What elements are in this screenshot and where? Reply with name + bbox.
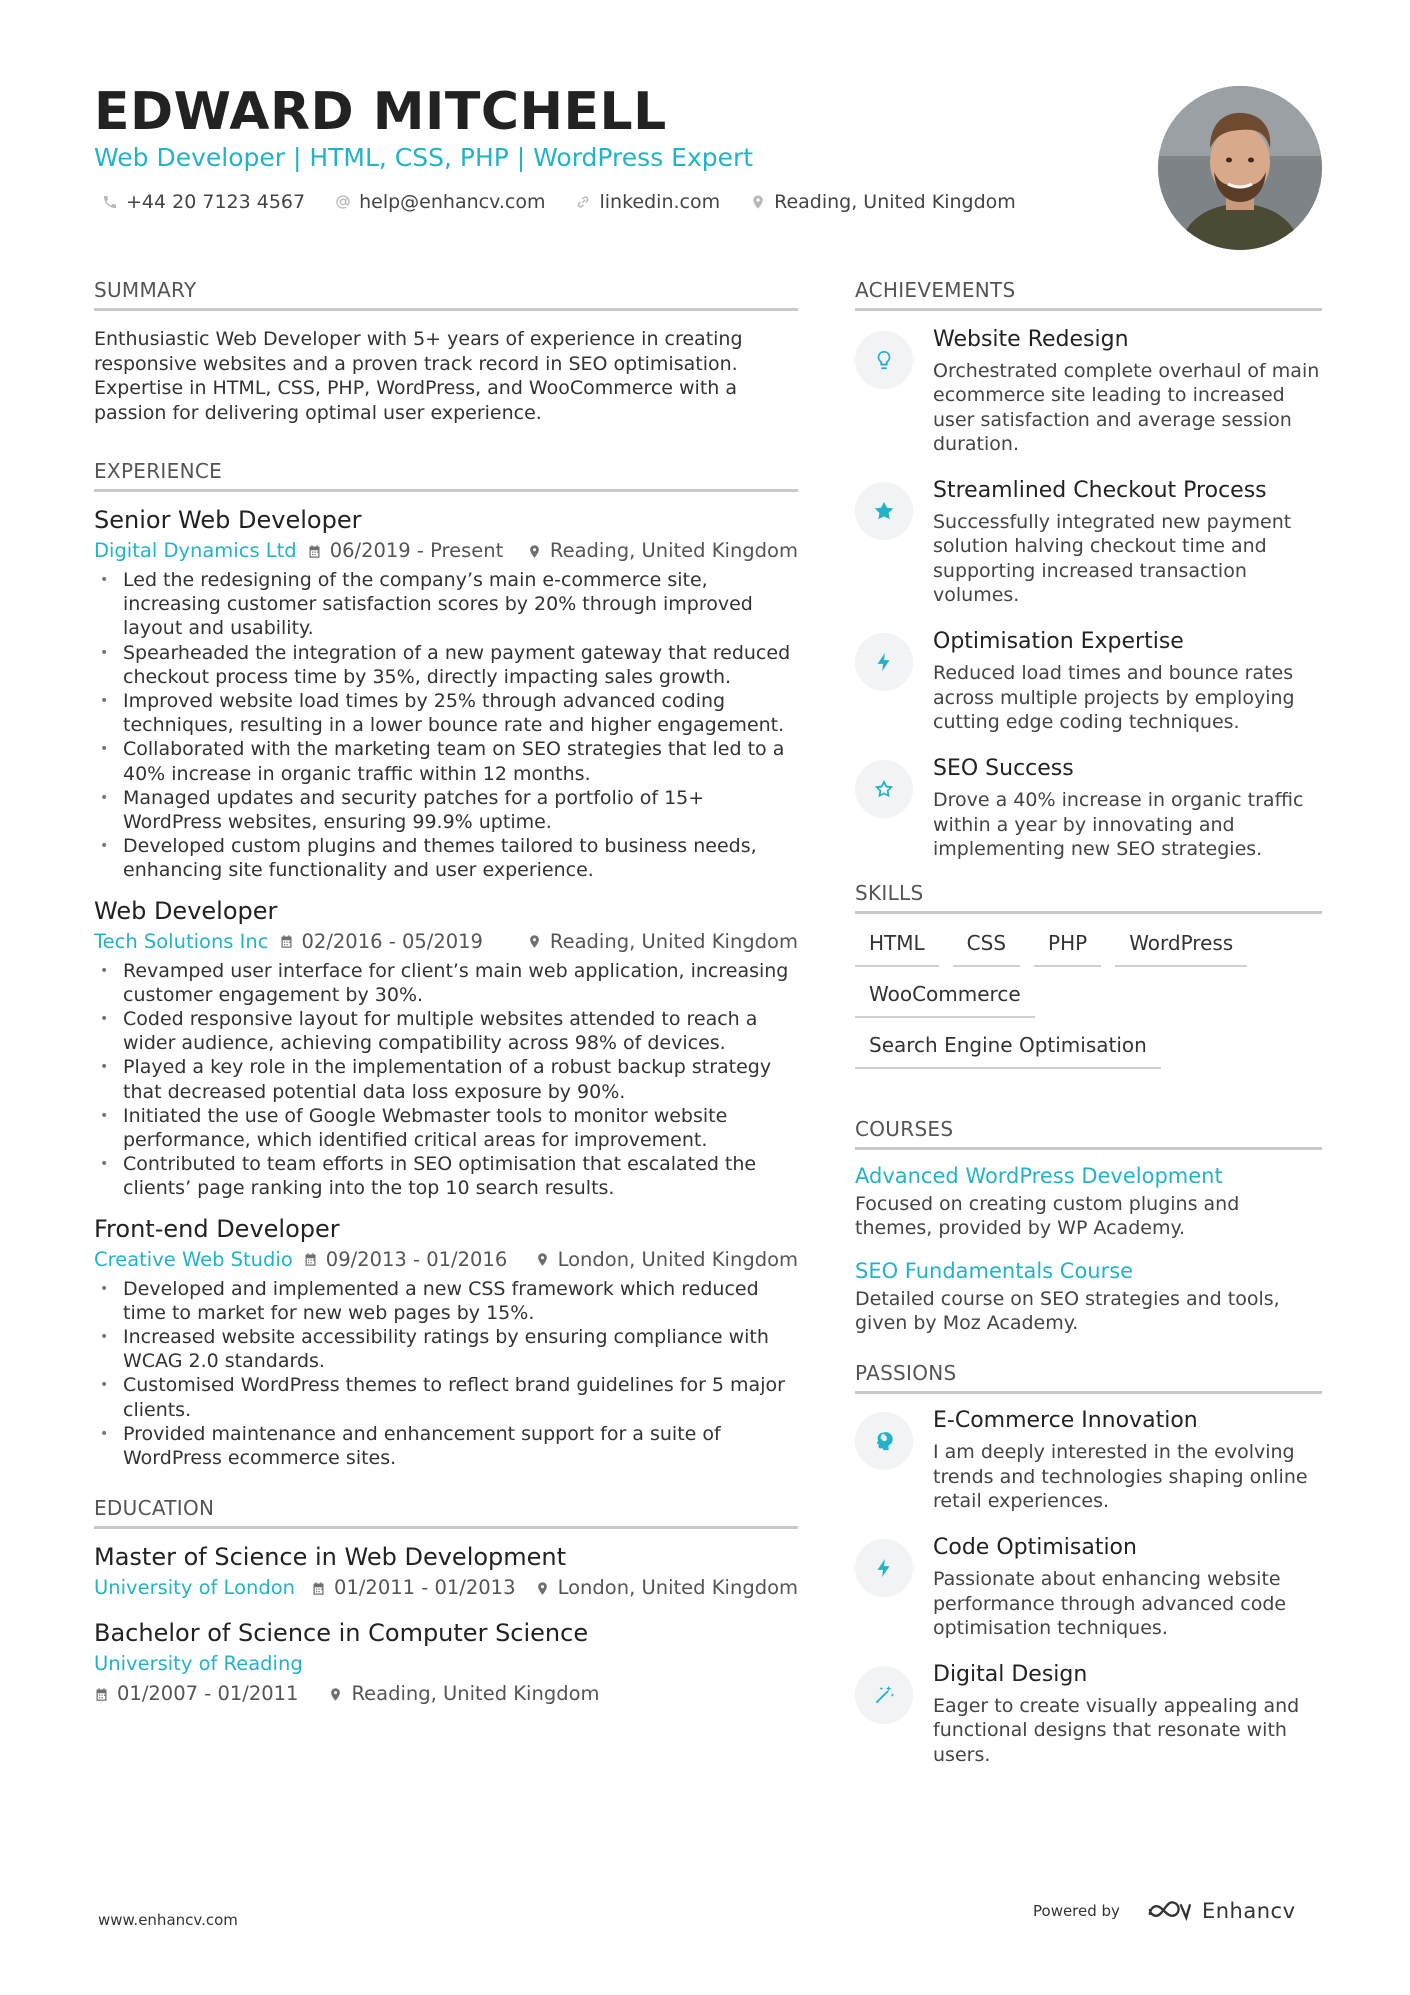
bullet-item: • Revamped user interface for client’s main web application, increasing customer engagement by 30%.: [94, 959, 798, 1007]
education-item: [94, 1541, 798, 1603]
bullet-item: • Customised WordPress themes to reflect brand guidelines for 5 major clients.: [94, 1373, 798, 1421]
bullet-item: • Managed updates and security patches for a portfolio of 15+ WordPress websites, ensuring 99.9% uptime.: [94, 786, 798, 834]
link-icon: [575, 194, 591, 210]
candidate-headline: Web Developer | HTML, CSS, PHP | WordPress Expert: [94, 143, 754, 172]
location-text: Reading, United Kingdom: [351, 1682, 600, 1706]
education-section: [94, 1496, 798, 1709]
contact-linkedin[interactable]: [575, 191, 720, 213]
passion-title: Code Optimisation: [933, 1535, 1137, 1561]
job-bullets: [94, 1277, 798, 1471]
dates-text: 06/2019 - Present: [329, 539, 504, 562]
contact-phone[interactable]: [102, 191, 305, 213]
location-text: Reading, United Kingdom: [549, 539, 798, 562]
achievement-desc: Successfully integrated new payment solution halving checkout time and supporting increased transaction volumes.: [933, 511, 1292, 607]
skill-tag: CSS: [953, 928, 1020, 967]
bullet-item: • Provided maintenance and enhancement support for a suite of WordPress ecommerce sites.: [94, 1422, 798, 1470]
bullet-item: • Coded responsive layout for multiple websites attended to reach a wider audience, achieving compatibility across 98% of devices.: [94, 1007, 798, 1055]
passion-item: [855, 1660, 1322, 1767]
education-item: [94, 1617, 798, 1709]
section-title: SKILLS: [855, 881, 1322, 914]
achievement-item: [855, 476, 1322, 607]
job-role: Front-end Developer: [94, 1214, 340, 1243]
location-pin-icon: [527, 934, 542, 949]
location-pin-icon: [535, 1252, 550, 1267]
passions-section: [855, 1361, 1322, 1767]
company-name: Tech Solutions Inc: [94, 929, 269, 953]
location-text: Reading, United Kingdom: [774, 191, 1016, 213]
job-item: [94, 1213, 798, 1471]
location-pin-icon: [328, 1687, 343, 1702]
course-title: Advanced WordPress Development: [855, 1164, 1223, 1189]
calendar-icon: [307, 544, 322, 559]
achievement-item: [855, 627, 1322, 734]
company-name: Digital Dynamics Ltd: [94, 539, 297, 562]
job-dates: [307, 536, 504, 566]
job-meta: [94, 1245, 798, 1275]
brain-icon: [873, 1430, 895, 1452]
section-title: SUMMARY: [94, 278, 798, 311]
job-location: [535, 1245, 798, 1275]
section-title: ACHIEVEMENTS: [855, 278, 1322, 311]
passion-body: [933, 1406, 1322, 1513]
achievements-section: [855, 278, 1322, 861]
bullet-item: • Developed custom plugins and themes tailored to business needs, enhancing site functionality and user experience.: [94, 834, 798, 882]
passion-icon-wrap: [855, 1666, 913, 1724]
school-name: University of London: [94, 1576, 296, 1600]
job-list: [94, 504, 798, 1470]
contact-location: [750, 191, 1016, 213]
skills-list: [855, 928, 1322, 1069]
achievement-desc: Orchestrated complete overhaul of main ecommerce site leading to increased user satisfaction and average session duration.: [933, 360, 1320, 455]
achievement-icon-wrap: [855, 633, 913, 691]
course-title: SEO Fundamentals Course: [855, 1258, 1134, 1283]
bullet-item: • Played a key role in the implementation of a robust backup strategy that decreased potential data loss exposure by 90%.: [94, 1055, 798, 1103]
achievement-icon-wrap: [855, 760, 913, 818]
skill-tag: HTML: [855, 928, 939, 967]
phone-icon: [102, 194, 118, 210]
left-column: [94, 278, 798, 1723]
job-role: Web Developer: [94, 896, 278, 925]
achievement-item: [855, 754, 1322, 861]
job-dates: [279, 927, 483, 957]
education-meta: [94, 1649, 798, 1679]
brand-logo[interactable]: [1146, 1899, 1296, 1923]
job-meta: [94, 927, 798, 957]
phone-text: +44 20 7123 4567: [126, 191, 306, 213]
skill-tag: Search Engine Optimisation: [855, 1030, 1161, 1069]
bullet-item: • Spearheaded the integration of a new payment gateway that reduced checkout process time by 35%, directly impacting sales growth.: [94, 641, 798, 689]
bullet-item: • Collaborated with the marketing team on SEO strategies that led to a 40% increase in organic traffic within 12 months.: [94, 737, 798, 785]
footer-powered: [1033, 1899, 1296, 1923]
enhancv-logo-icon: [1146, 1899, 1192, 1923]
passion-icon-wrap: [855, 1539, 913, 1597]
achievement-title: Website Redesign: [933, 327, 1129, 352]
passion-item: [855, 1406, 1322, 1513]
linkedin-text: linkedin.com: [599, 191, 721, 213]
courses-section: [855, 1117, 1322, 1335]
section-title: PASSIONS: [855, 1361, 1322, 1394]
location-pin-icon: [750, 194, 766, 210]
section-title: EDUCATION: [94, 1496, 798, 1529]
job-meta: [94, 536, 798, 566]
experience-section: [94, 459, 798, 1470]
degree-title: Master of Science in Web Development: [94, 1543, 567, 1572]
achievement-title: Streamlined Checkout Process: [933, 478, 1267, 504]
achievement-body: [933, 476, 1322, 607]
bullet-item: • Improved website load times by 25% through advanced coding techniques, resulting in a lower bounce rate and higher engagement.: [94, 689, 798, 737]
education-dates: [311, 1573, 515, 1603]
lightbulb-icon: [873, 349, 895, 371]
summary-section: [94, 278, 798, 425]
location-text: Reading, United Kingdom: [549, 929, 798, 953]
achievement-body: [933, 754, 1322, 861]
bullet-item: • Initiated the use of Google Webmaster tools to monitor website performance, which identified critical areas for improvement.: [94, 1104, 798, 1152]
bullet-item: • Increased website accessibility ratings by ensuring compliance with WCAG 2.0 standards.: [94, 1325, 798, 1373]
job-location: [527, 927, 798, 957]
footer-website[interactable]: www.enhancv.com: [98, 1911, 238, 1929]
education-dates: [94, 1679, 298, 1709]
job-bullets: [94, 959, 798, 1201]
bullet-item: • Developed and implemented a new CSS framework which reduced time to market for new web pages by 15%.: [94, 1277, 798, 1325]
school-name: University of Reading: [94, 1652, 303, 1676]
right-column: [855, 278, 1322, 1787]
skills-section: [855, 881, 1322, 1069]
course-desc: Detailed course on SEO strategies and tools, given by Moz Academy.: [855, 1287, 1280, 1335]
achievement-body: [933, 325, 1322, 456]
job-bullets: [94, 568, 798, 883]
powered-by-text: Powered by: [1033, 1902, 1120, 1920]
course-desc: Focused on creating custom plugins and themes, provided by WP Academy.: [855, 1193, 1240, 1240]
achievement-title: SEO Success: [933, 756, 1074, 782]
dates-text: 02/2016 - 05/2019: [301, 929, 483, 953]
calendar-icon: [94, 1687, 109, 1702]
achievement-icon-wrap: [855, 482, 913, 540]
calendar-icon: [279, 934, 294, 949]
job-role: Senior Web Developer: [94, 506, 362, 534]
dates-text: 09/2013 - 01/2016: [325, 1247, 508, 1271]
profile-photo: [1158, 86, 1322, 250]
location-text: London, United Kingdom: [557, 1576, 798, 1600]
passion-desc: Passionate about enhancing website performance through advanced code optimisation techniques.: [933, 1568, 1287, 1639]
degree-title: Bachelor of Science in Computer Science: [94, 1619, 589, 1648]
contact-bar: [102, 191, 1016, 213]
job-item: [94, 504, 798, 883]
achievement-desc: Drove a 40% increase in organic traffic within a year by innovating and implementing new SEO strategies.: [933, 789, 1304, 860]
calendar-icon: [303, 1252, 318, 1267]
location-pin-icon: [527, 544, 542, 559]
bullet-item: • Led the redesigning of the company’s main e-commerce site, increasing customer satisfaction scores by 20% through improved layout and usability.: [94, 568, 798, 641]
passion-body: [933, 1660, 1322, 1767]
summary-text: Enthusiastic Web Developer with 5+ years of experience in creating responsive websites and a proven track record in SEO optimisation. Expertise in HTML, CSS, PHP, WordPress, and WooCommerce with a passion for delivering optimal user experience.: [94, 328, 743, 424]
skill-tag: WooCommerce: [855, 979, 1035, 1018]
job-location: [527, 536, 798, 566]
calendar-icon: [311, 1581, 326, 1596]
magic-wand-icon: [873, 1684, 895, 1706]
passion-desc: Eager to create visually appealing and functional designs that resonate with users.: [933, 1695, 1300, 1766]
lightning-icon: [873, 1557, 895, 1579]
achievement-desc: Reduced load times and bounce rates across multiple projects by employing cutting edge coding techniques.: [933, 662, 1295, 733]
achievement-title: Optimisation Expertise: [933, 629, 1184, 655]
course-item: [855, 1255, 1322, 1336]
achievement-icon-wrap: [855, 331, 913, 389]
job-item: [94, 895, 798, 1201]
location-text: London, United Kingdom: [557, 1247, 798, 1271]
candidate-name: EDWARD MITCHELL: [94, 82, 667, 142]
course-item: [855, 1160, 1322, 1241]
education-location: [328, 1679, 599, 1709]
passion-body: [933, 1533, 1322, 1640]
section-title: COURSES: [855, 1117, 1322, 1150]
education-meta-line: [94, 1679, 798, 1709]
email-text: help@enhancv.com: [359, 191, 546, 213]
dates-text: 01/2007 - 01/2011: [117, 1682, 299, 1706]
education-meta: [94, 1573, 798, 1603]
star-outline-icon: [873, 778, 895, 800]
skill-tag: WordPress: [1115, 928, 1247, 967]
achievement-item: [855, 325, 1322, 456]
achievement-body: [933, 627, 1322, 734]
skill-tag: PHP: [1034, 928, 1101, 967]
star-filled-icon: [873, 500, 895, 522]
location-pin-icon: [535, 1581, 550, 1596]
passion-title: Digital Design: [933, 1662, 1088, 1688]
education-location: [535, 1573, 798, 1603]
brand-name: Enhancv: [1201, 1899, 1296, 1923]
at-icon: [335, 194, 351, 210]
company-name: Creative Web Studio: [94, 1247, 293, 1271]
dates-text: 01/2011 - 01/2013: [334, 1576, 516, 1600]
contact-email[interactable]: [335, 191, 545, 213]
bullet-item: • Contributed to team efforts in SEO optimisation that escalated the clients’ page ranking into the top 10 search results.: [94, 1152, 798, 1200]
section-title: EXPERIENCE: [94, 459, 798, 492]
passion-desc: I am deeply interested in the evolving trends and technologies shaping online retail experiences.: [933, 1441, 1308, 1512]
lightning-icon: [873, 651, 895, 673]
passion-title: E-Commerce Innovation: [933, 1408, 1198, 1434]
passion-item: [855, 1533, 1322, 1640]
avatar-portrait: [1158, 86, 1322, 250]
passion-icon-wrap: [855, 1412, 913, 1470]
job-dates: [303, 1245, 507, 1275]
